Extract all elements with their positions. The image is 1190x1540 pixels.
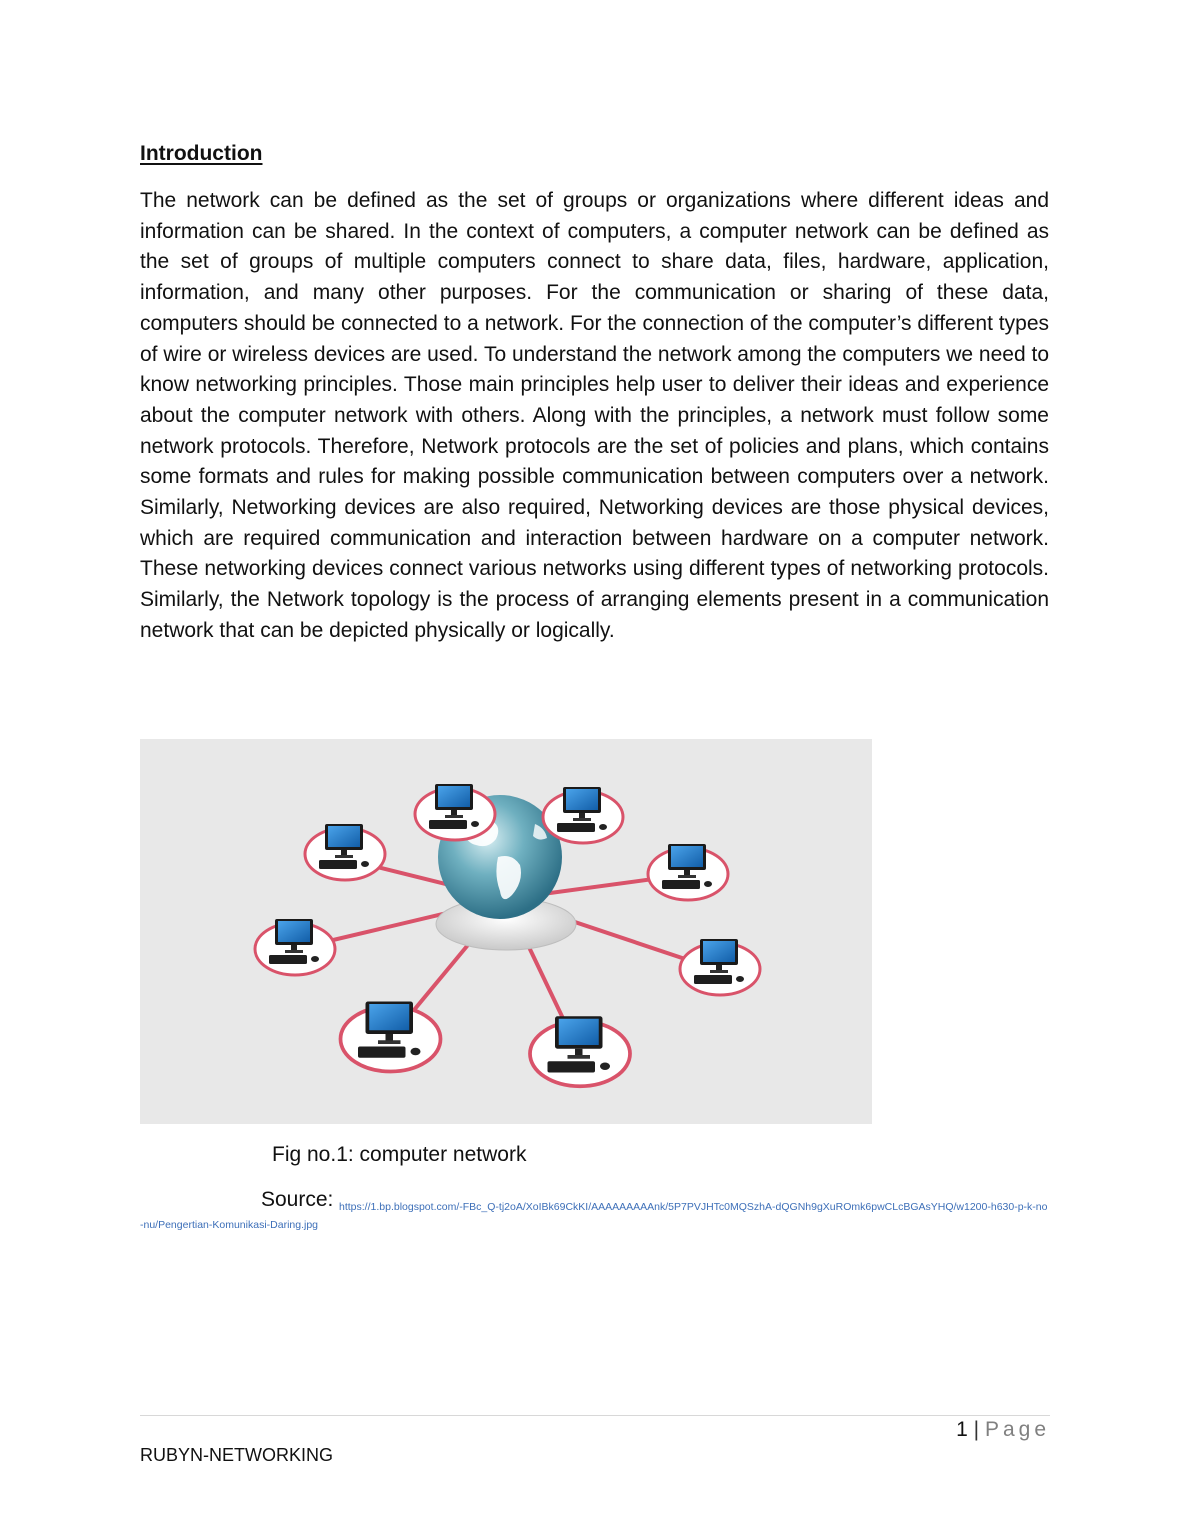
network-illustration <box>140 739 872 1124</box>
footer-divider <box>140 1415 1050 1416</box>
source-link[interactable]: https://1.bp.blogspot.com/-FBc_Q-tj2oA/XoIBk69CkKI/AAAAAAAAAnk/5P7PVJHTc0MQSzhA-dQGNh9gXuROmk6pwCLcBGAsYHQ/w1200-h630-p-k-no-nu/Pengertian-Komunikasi-Daring.jpg <box>140 1201 1048 1231</box>
footer-label: RUBYN-NETWORKING <box>140 1445 333 1465</box>
page-number <box>956 1418 1050 1442</box>
page-word: Page <box>984 1418 1050 1441</box>
source-label: Source: <box>261 1188 334 1211</box>
page-number-separator: | <box>973 1418 980 1441</box>
network-figure <box>140 739 872 1124</box>
figure-caption: Fig no.1: computer network <box>272 1143 527 1166</box>
section-heading: Introduction <box>140 142 263 165</box>
page-number-value: 1 <box>956 1418 968 1441</box>
intro-paragraph: The network can be defined as the set of groups or organizations where different ideas and information can be shared. In the context of computers, a computer network can be defined as the set of groups of multiple computers connect to share data, files, hardware, application, information, and many other purposes. For the communication or sharing of these data, computers should be connected to a network. For the connection of the computer’s different types of wire or wireless devices are used. To understand the network among the computers we need to know networking principles. Those main principles help user to deliver their ideas and experience about the computer network with others. Along with the principles, a network must follow some network protocols. Therefore, Network protocols are the set of policies and plans, which contains some formats and rules for making possible communication between computers over a network. Similarly, Networking devices are also required, Networking devices are those physical devices, which are required communication and interaction between hardware on a computer network. These networking devices connect various networks using different types of networking protocols. Similarly, the Network topology is the process of arranging elements present in a communication network that can be depicted physically or logically. <box>140 189 1049 642</box>
